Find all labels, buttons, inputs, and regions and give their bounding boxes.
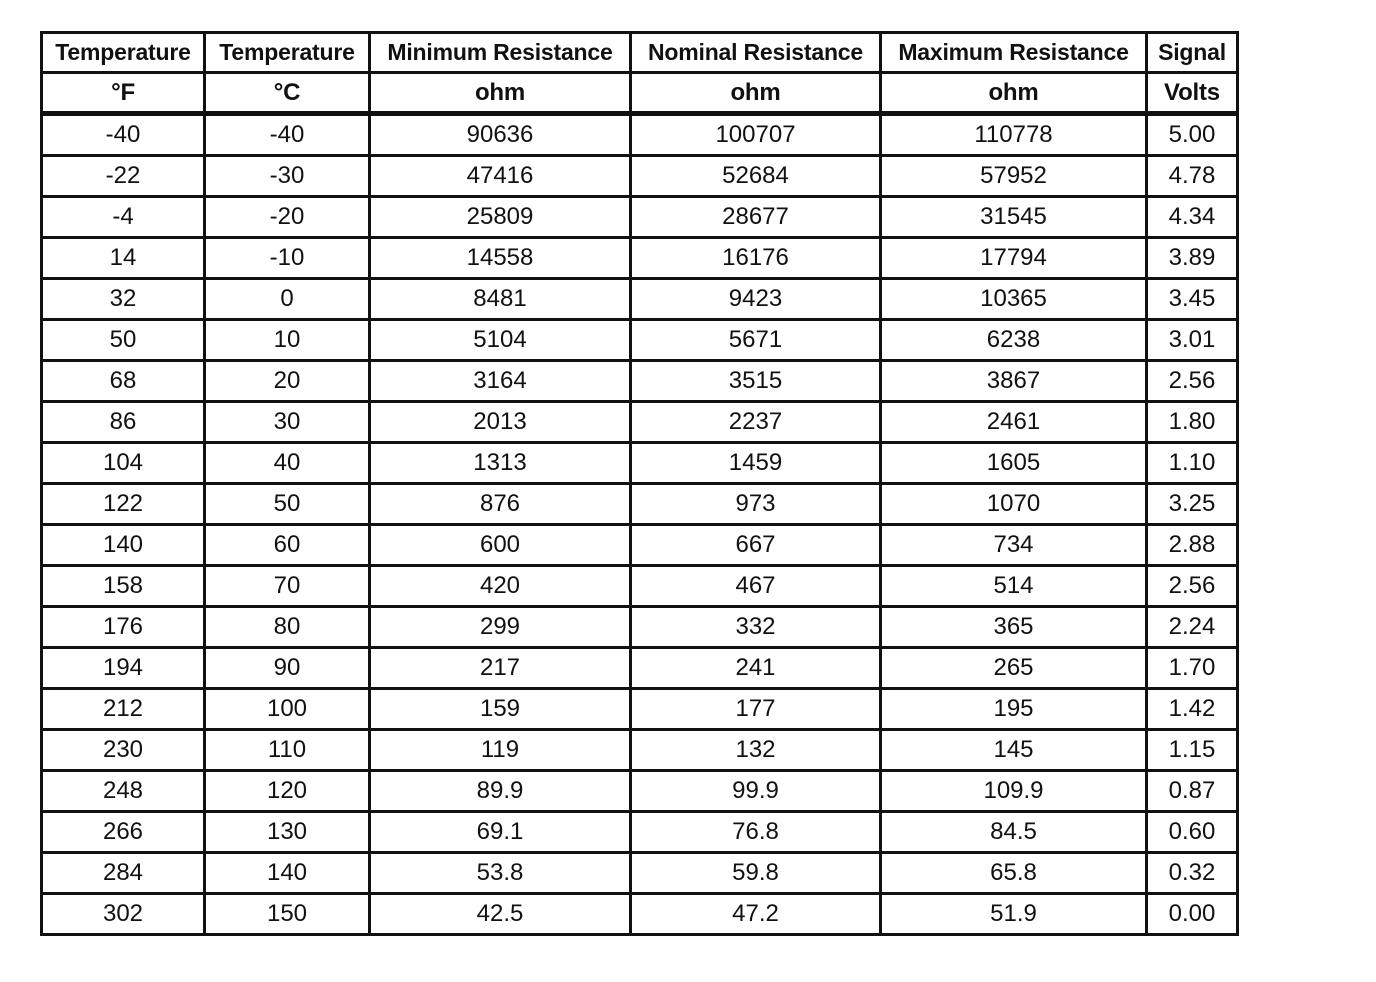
header-title-row <box>42 33 1238 73</box>
cell-nominal-resistance: 332 <box>631 607 881 648</box>
table-row <box>42 402 1238 443</box>
cell-signal-volts: 5.00 <box>1147 114 1238 156</box>
cell-temp-c: 70 <box>205 566 370 607</box>
header-nominal-resistance: Nominal Resistance <box>631 33 881 73</box>
table-header <box>42 33 1238 114</box>
cell-temp-c: 40 <box>205 443 370 484</box>
table-row <box>42 771 1238 812</box>
cell-temp-c: -40 <box>205 114 370 156</box>
unit-celsius: °C <box>205 73 370 114</box>
cell-signal-volts: 0.87 <box>1147 771 1238 812</box>
cell-min-resistance: 876 <box>370 484 631 525</box>
cell-signal-volts: 2.88 <box>1147 525 1238 566</box>
cell-signal-volts: 2.56 <box>1147 361 1238 402</box>
cell-min-resistance: 119 <box>370 730 631 771</box>
cell-min-resistance: 420 <box>370 566 631 607</box>
table-row <box>42 853 1238 894</box>
cell-nominal-resistance: 177 <box>631 689 881 730</box>
cell-min-resistance: 159 <box>370 689 631 730</box>
sensor-resistance-table <box>40 31 1239 936</box>
cell-signal-volts: 0.32 <box>1147 853 1238 894</box>
cell-max-resistance: 3867 <box>881 361 1147 402</box>
cell-temp-f: 14 <box>42 238 205 279</box>
cell-nominal-resistance: 467 <box>631 566 881 607</box>
table-body <box>42 114 1238 935</box>
cell-temp-f: 302 <box>42 894 205 935</box>
cell-temp-f: 140 <box>42 525 205 566</box>
cell-nominal-resistance: 28677 <box>631 197 881 238</box>
cell-max-resistance: 31545 <box>881 197 1147 238</box>
cell-signal-volts: 1.15 <box>1147 730 1238 771</box>
cell-max-resistance: 51.9 <box>881 894 1147 935</box>
cell-min-resistance: 42.5 <box>370 894 631 935</box>
cell-max-resistance: 110778 <box>881 114 1147 156</box>
table-row <box>42 443 1238 484</box>
cell-nominal-resistance: 59.8 <box>631 853 881 894</box>
cell-temp-c: 60 <box>205 525 370 566</box>
table-row <box>42 894 1238 935</box>
header-temperature-f: Temperature <box>42 33 205 73</box>
cell-max-resistance: 65.8 <box>881 853 1147 894</box>
cell-temp-f: 194 <box>42 648 205 689</box>
cell-max-resistance: 145 <box>881 730 1147 771</box>
cell-min-resistance: 53.8 <box>370 853 631 894</box>
cell-nominal-resistance: 99.9 <box>631 771 881 812</box>
cell-nominal-resistance: 241 <box>631 648 881 689</box>
cell-signal-volts: 4.78 <box>1147 156 1238 197</box>
cell-nominal-resistance: 76.8 <box>631 812 881 853</box>
header-temperature-c: Temperature <box>205 33 370 73</box>
cell-min-resistance: 25809 <box>370 197 631 238</box>
cell-temp-c: 10 <box>205 320 370 361</box>
unit-ohm-max: ohm <box>881 73 1147 114</box>
cell-temp-f: 176 <box>42 607 205 648</box>
cell-min-resistance: 69.1 <box>370 812 631 853</box>
table-row <box>42 607 1238 648</box>
cell-max-resistance: 109.9 <box>881 771 1147 812</box>
cell-max-resistance: 57952 <box>881 156 1147 197</box>
cell-temp-f: 86 <box>42 402 205 443</box>
cell-temp-f: 230 <box>42 730 205 771</box>
cell-min-resistance: 47416 <box>370 156 631 197</box>
cell-temp-c: 100 <box>205 689 370 730</box>
cell-signal-volts: 0.00 <box>1147 894 1238 935</box>
cell-nominal-resistance: 1459 <box>631 443 881 484</box>
table-row <box>42 812 1238 853</box>
cell-signal-volts: 3.89 <box>1147 238 1238 279</box>
cell-min-resistance: 90636 <box>370 114 631 156</box>
unit-ohm-nominal: ohm <box>631 73 881 114</box>
table-row <box>42 156 1238 197</box>
table-row <box>42 648 1238 689</box>
cell-temp-f: -40 <box>42 114 205 156</box>
table-row <box>42 238 1238 279</box>
cell-nominal-resistance: 132 <box>631 730 881 771</box>
unit-ohm-min: ohm <box>370 73 631 114</box>
cell-max-resistance: 365 <box>881 607 1147 648</box>
cell-signal-volts: 3.25 <box>1147 484 1238 525</box>
cell-temp-f: 68 <box>42 361 205 402</box>
cell-max-resistance: 195 <box>881 689 1147 730</box>
table-row <box>42 320 1238 361</box>
cell-signal-volts: 4.34 <box>1147 197 1238 238</box>
table-row <box>42 114 1238 156</box>
table-row <box>42 361 1238 402</box>
cell-nominal-resistance: 2237 <box>631 402 881 443</box>
cell-temp-c: -20 <box>205 197 370 238</box>
cell-signal-volts: 1.70 <box>1147 648 1238 689</box>
cell-signal-volts: 3.01 <box>1147 320 1238 361</box>
cell-temp-f: 104 <box>42 443 205 484</box>
cell-temp-f: 248 <box>42 771 205 812</box>
table-row <box>42 566 1238 607</box>
cell-temp-f: 122 <box>42 484 205 525</box>
cell-temp-c: 50 <box>205 484 370 525</box>
cell-signal-volts: 1.10 <box>1147 443 1238 484</box>
cell-temp-f: 212 <box>42 689 205 730</box>
table-row <box>42 689 1238 730</box>
cell-temp-c: 20 <box>205 361 370 402</box>
cell-temp-c: 110 <box>205 730 370 771</box>
cell-max-resistance: 2461 <box>881 402 1147 443</box>
cell-signal-volts: 2.24 <box>1147 607 1238 648</box>
cell-max-resistance: 514 <box>881 566 1147 607</box>
cell-nominal-resistance: 973 <box>631 484 881 525</box>
cell-temp-c: 0 <box>205 279 370 320</box>
cell-nominal-resistance: 667 <box>631 525 881 566</box>
cell-temp-f: 50 <box>42 320 205 361</box>
unit-volts: Volts <box>1147 73 1238 114</box>
cell-temp-f: -4 <box>42 197 205 238</box>
table-row <box>42 730 1238 771</box>
cell-min-resistance: 600 <box>370 525 631 566</box>
cell-nominal-resistance: 52684 <box>631 156 881 197</box>
cell-signal-volts: 2.56 <box>1147 566 1238 607</box>
cell-max-resistance: 734 <box>881 525 1147 566</box>
table-row <box>42 525 1238 566</box>
header-signal: Signal <box>1147 33 1238 73</box>
cell-nominal-resistance: 9423 <box>631 279 881 320</box>
cell-signal-volts: 1.42 <box>1147 689 1238 730</box>
cell-max-resistance: 84.5 <box>881 812 1147 853</box>
cell-max-resistance: 6238 <box>881 320 1147 361</box>
cell-nominal-resistance: 5671 <box>631 320 881 361</box>
unit-fahrenheit: °F <box>42 73 205 114</box>
header-units-row <box>42 73 1238 114</box>
sensor-resistance-table-sheet <box>40 31 1236 936</box>
cell-max-resistance: 265 <box>881 648 1147 689</box>
cell-signal-volts: 3.45 <box>1147 279 1238 320</box>
cell-signal-volts: 1.80 <box>1147 402 1238 443</box>
table-row <box>42 197 1238 238</box>
cell-max-resistance: 17794 <box>881 238 1147 279</box>
table-row <box>42 484 1238 525</box>
cell-nominal-resistance: 47.2 <box>631 894 881 935</box>
cell-temp-c: -10 <box>205 238 370 279</box>
cell-min-resistance: 14558 <box>370 238 631 279</box>
cell-min-resistance: 299 <box>370 607 631 648</box>
cell-temp-c: 80 <box>205 607 370 648</box>
cell-min-resistance: 3164 <box>370 361 631 402</box>
cell-min-resistance: 5104 <box>370 320 631 361</box>
cell-temp-f: 32 <box>42 279 205 320</box>
cell-max-resistance: 10365 <box>881 279 1147 320</box>
cell-signal-volts: 0.60 <box>1147 812 1238 853</box>
cell-temp-c: 150 <box>205 894 370 935</box>
table-row <box>42 279 1238 320</box>
header-minimum-resistance: Minimum Resistance <box>370 33 631 73</box>
cell-min-resistance: 217 <box>370 648 631 689</box>
cell-temp-c: 120 <box>205 771 370 812</box>
cell-temp-f: 266 <box>42 812 205 853</box>
cell-temp-f: -22 <box>42 156 205 197</box>
cell-nominal-resistance: 100707 <box>631 114 881 156</box>
cell-min-resistance: 8481 <box>370 279 631 320</box>
cell-temp-c: 140 <box>205 853 370 894</box>
cell-temp-f: 284 <box>42 853 205 894</box>
cell-min-resistance: 89.9 <box>370 771 631 812</box>
cell-temp-c: 130 <box>205 812 370 853</box>
cell-min-resistance: 1313 <box>370 443 631 484</box>
cell-temp-c: -30 <box>205 156 370 197</box>
cell-min-resistance: 2013 <box>370 402 631 443</box>
header-maximum-resistance: Maximum Resistance <box>881 33 1147 73</box>
cell-temp-f: 158 <box>42 566 205 607</box>
cell-temp-c: 30 <box>205 402 370 443</box>
cell-max-resistance: 1070 <box>881 484 1147 525</box>
cell-nominal-resistance: 16176 <box>631 238 881 279</box>
cell-nominal-resistance: 3515 <box>631 361 881 402</box>
cell-temp-c: 90 <box>205 648 370 689</box>
cell-max-resistance: 1605 <box>881 443 1147 484</box>
